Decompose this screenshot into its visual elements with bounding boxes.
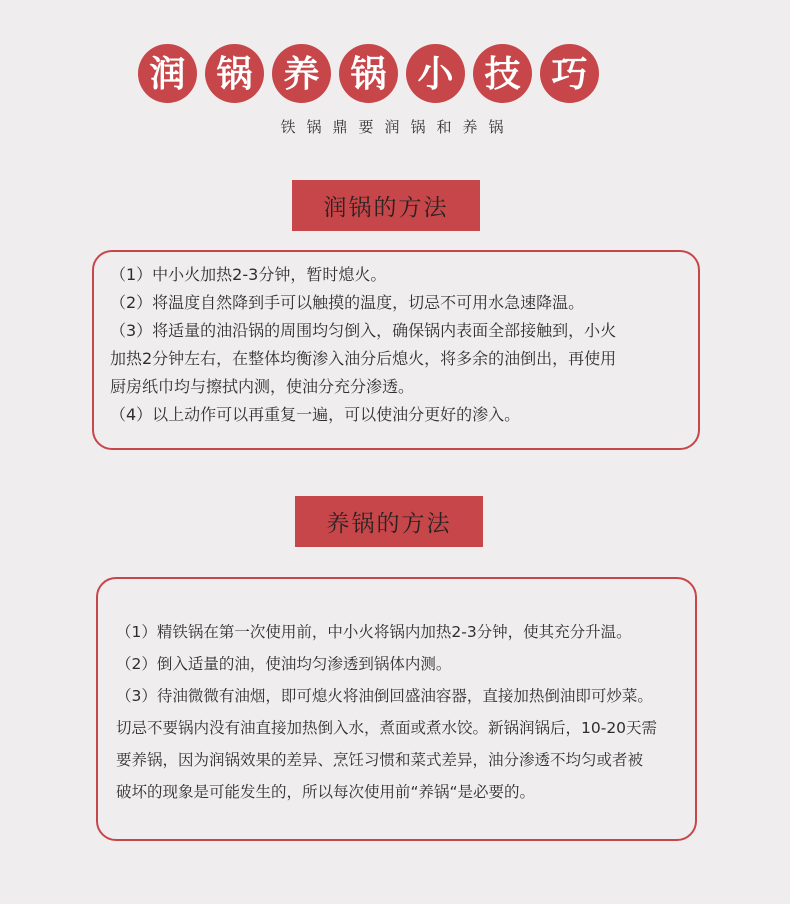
title-char-circle: 技 <box>473 44 532 103</box>
title-char-circle: 小 <box>406 44 465 103</box>
title-char-circle: 巧 <box>540 44 599 103</box>
title-char-circle: 润 <box>138 44 197 103</box>
step-line: （1）中小火加热2-3分钟，暂时熄火。 <box>110 265 387 284</box>
step-line: 加热2分钟左右，在整体均衡渗入油分后熄火，将多余的油倒出，再使用 <box>110 349 617 368</box>
step-line: 厨房纸巾均与擦拭内测，使油分充分渗透。 <box>110 377 415 396</box>
step-line: 破坏的现象是可能发生的，所以每次使用前“养锅“是必要的。 <box>116 783 536 801</box>
maintenance-steps-box <box>96 577 697 841</box>
page-subtitle: 铁锅鼎要润锅和养锅 <box>280 118 515 136</box>
step-line: （1）精铁锅在第一次使用前，中小火将锅内加热2-3分钟，使其充分升温。 <box>116 623 632 641</box>
step-line: （3）将适量的油沿锅的周围均匀倒入，确保锅内表面全部接触到，小火 <box>110 321 617 340</box>
seasoning-steps-box <box>92 250 700 450</box>
step-line: （2）倒入适量的油，使油均匀渗透到锅体内测。 <box>116 655 452 673</box>
step-line: 切忌不要锅内没有油直接加热倒入水，煮面或煮水饺。新锅润锅后，10-20天需 <box>116 719 658 737</box>
step-line: （4）以上动作可以再重复一遍，可以使油分更好的渗入。 <box>110 405 521 424</box>
title-char-circle: 养 <box>272 44 331 103</box>
title-char-circle: 锅 <box>339 44 398 103</box>
page-title <box>138 44 599 103</box>
title-char-circle: 锅 <box>205 44 264 103</box>
step-line: （2）将温度自然降到手可以触摸的温度，切忌不可用水急速降温。 <box>110 293 585 312</box>
section-heading-seasoning: 润锅的方法 <box>292 180 480 231</box>
section-heading-maintenance: 养锅的方法 <box>295 496 483 547</box>
step-line: 要养锅，因为润锅效果的差异、烹饪习惯和菜式差异，油分渗透不均匀或者被 <box>116 751 644 769</box>
step-line: （3）待油微微有油烟，即可熄火将油倒回盛油容器，直接加热倒油即可炒菜。 <box>116 687 653 705</box>
